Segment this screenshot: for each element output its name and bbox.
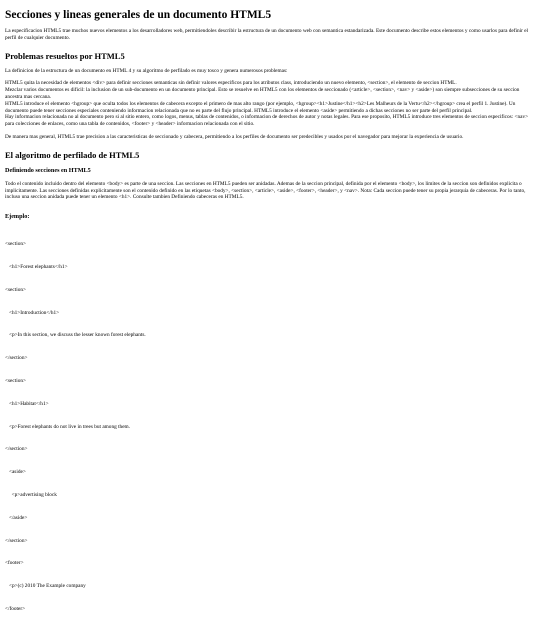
code-line: <section> xyxy=(5,286,26,293)
intro-paragraph: La especificacion HTML5 trae muchos nuevos elementos a los desarrolladores web, permitiendoles describir la estructura de un documento web con semantica estandarizada. Este documento describe estos elementos y como usarlos para definir el perfil de cualquier documento. xyxy=(5,28,529,41)
code-line: <h1>Introduction</h1> xyxy=(5,309,60,316)
page-title: Secciones y lineas generales de un documento HTML5 xyxy=(5,9,272,21)
problem-line: Hay informacion relacionada no al documento pero si al sitio entero, como logos, menus, tablas de contenidos, o informacion de derechos de autor y notas legales. Para ese proposito, HTML5 introduce tres elementos de seccion especificos: <nav> para colecciones de enlaces, como una tabla de contenidos, <footer> y <header> informacion relacionada con el sitio. xyxy=(5,114,529,128)
code-line: <p>advertising block xyxy=(5,491,57,498)
defining-sections-paragraph: Todo el contenido incluido dentro del elemento <body> es parte de una seccion. Las secciones en HTML5 pueden ser anidadas. Ademas de la seccion principal, definida por el elemento <body>, los limites de la seccion son definidos explicita o implicitamente. Las secciones definidas explicitamente son el contenido definido en las etiquetas <body>, <section>, <article>, <aside>, <footer>, <header>, y <nav>. Nota: Cada seccion puede tener su propia jerarquia de cabeceras. Por lo tanto, incluso una seccion anidada puede tener un elemento <h1>. Consulte tambien Definiendo cabeceras en HTML5. xyxy=(5,180,526,201)
problem-line: Mezclar varios documentos es dificil: la inclusion de un sub-documento en un documento principal. Esto se resuelve en HTML5 con los elementos de seccionado (<article>, <section>, <nav> y <aside>) son siempre subsecciones de su seccion ancestra mas cercana. xyxy=(5,87,520,100)
example-title: Ejemplo: xyxy=(5,213,30,221)
code-line: <section> xyxy=(5,378,26,385)
code-line: </footer> xyxy=(5,605,26,612)
section-heading-problems: Problemas resueltos por HTML5 xyxy=(5,50,125,61)
code-line: <section> xyxy=(5,241,26,248)
code-line: <aside> xyxy=(5,469,26,476)
problem-line: HTML5 introduce el elemento <hgroup> que oculta todos los elementos de cabecera excepto el primero de mas alto rango (por ejemplo, <hgroup><h1>Justine</h1><h2>Les Malheurs de la Vertu</h2></hgroup> crea el perfil 1. Justine). Un documento puede tener secciones especiales conteniendo informacion relacionada que no es parte del flujo principal. HTML5 introduce el elemento <aside> permitiendo a dichas secciones no ser parte del perfil principal. xyxy=(5,100,516,114)
code-line: </aside> xyxy=(5,514,28,521)
problems-intro-paragraph: La definicion de la estructura de un documento en HTML 4 y su algoritmo de perfilado es muy tosco y genera numerosos problemas: xyxy=(5,67,288,74)
problems-list xyxy=(5,80,532,128)
code-line: <h1>Forest elephants</h1> xyxy=(5,264,68,271)
example-code-block xyxy=(5,226,532,628)
code-line: </section> xyxy=(5,537,28,544)
problem-line: HTML5 quita la necesidad de elementos <div> para definir secciones semanticas sin definir valores especificos para los atributos class, introduciendo un nuevo elemento, <section>, el elemento de seccion HTML. xyxy=(5,80,457,87)
problems-summary-paragraph: De manera mas general, HTML5 trae precision a las caracteristicas de seccionado y cabecera, permitiendo a los perfiles de documento ser predecibles y usados por el navegador para mejorar la experiencia de usuario. xyxy=(5,133,464,140)
code-line: <h1>Habitat</h1> xyxy=(5,400,49,407)
code-line: <p>Forest elephants do not live in trees but among them. xyxy=(5,423,130,430)
code-line: <p>In this section, we discuss the lesser known forest elephants. xyxy=(5,332,146,339)
code-line: </section> xyxy=(5,446,28,453)
code-line: <p>(c) 2010 The Example company xyxy=(5,583,86,590)
code-line: </section> xyxy=(5,355,28,362)
subheading-defining-sections: Definiendo secciones en HTML5 xyxy=(5,166,91,174)
code-line: <footer> xyxy=(5,560,24,567)
section-heading-algorithm: El algoritmo de perfilado de HTML5 xyxy=(5,149,140,160)
